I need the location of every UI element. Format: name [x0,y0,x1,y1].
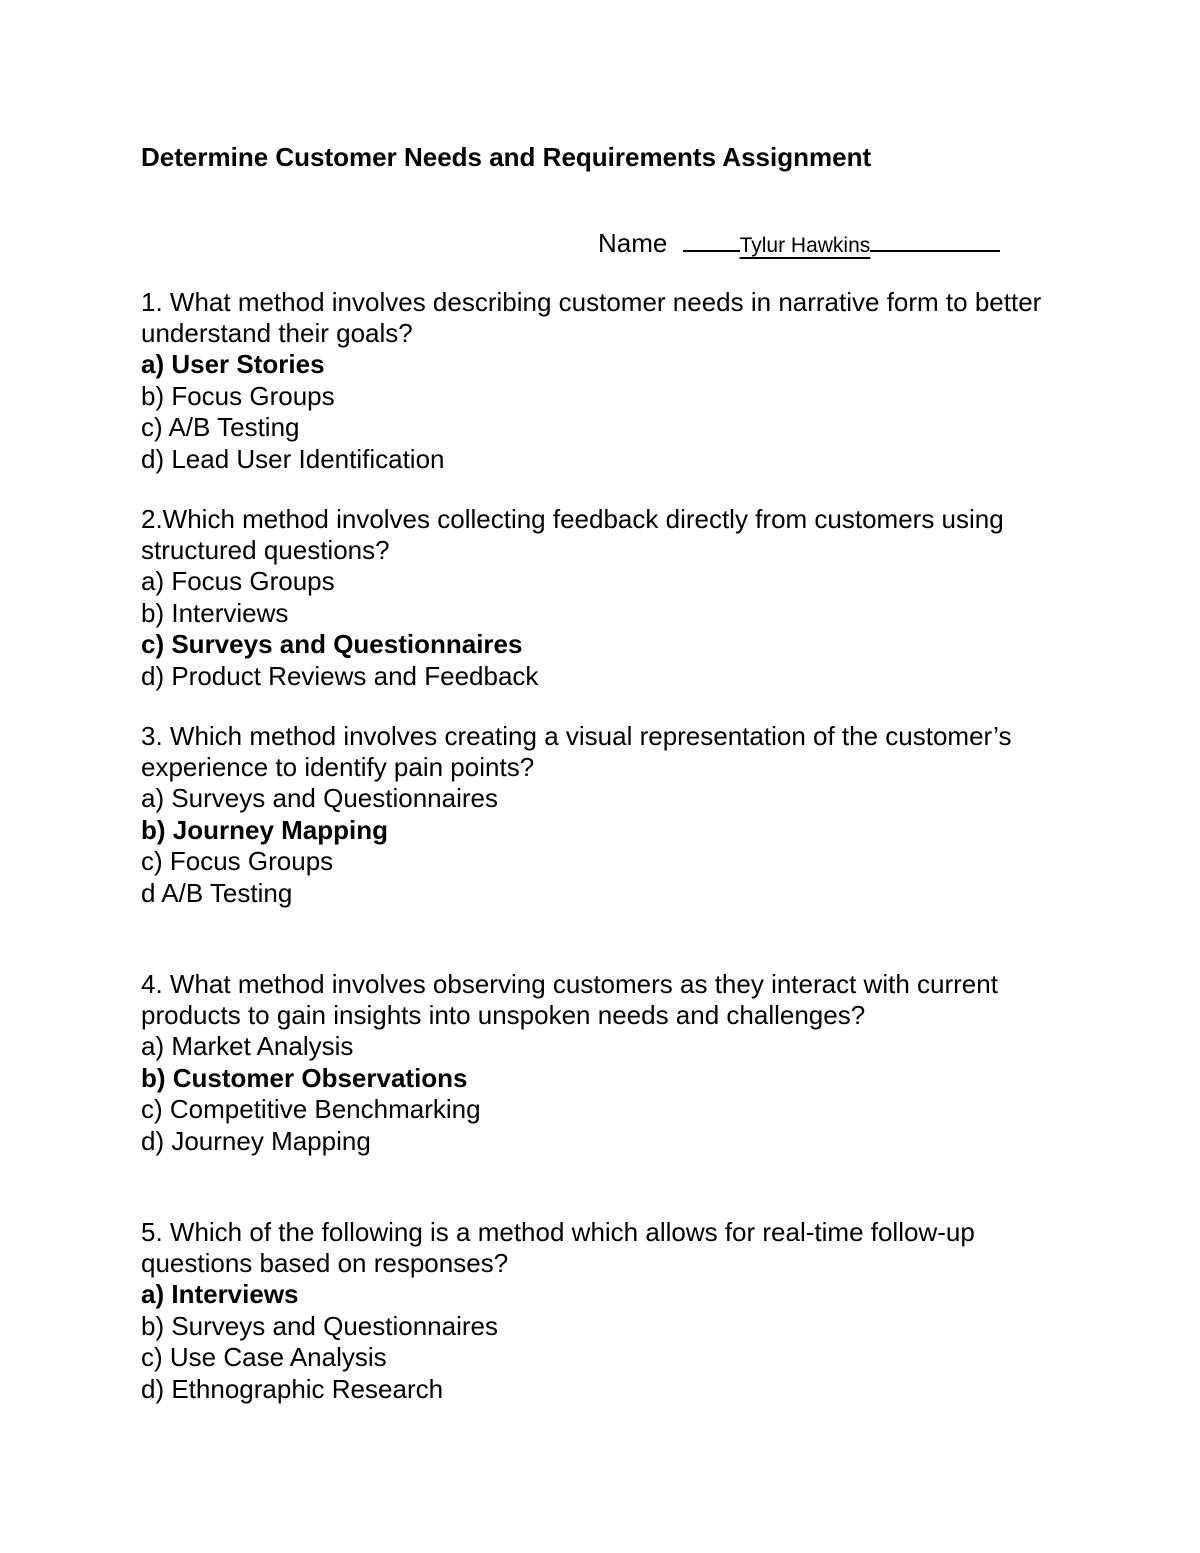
answer-option: c) A/B Testing [141,412,300,442]
name-blank-trailing [870,228,1000,252]
answer-option: a) Surveys and Questionnaires [141,783,498,813]
answer-option: b) Interviews [141,597,289,628]
name-label: Name [598,228,675,258]
question-text: 4. What method involves observing customers as they interact with current products to gain insights into unspoken needs and challenges? [141,969,998,1030]
answer-option: a) Interviews [141,1279,299,1309]
answer-option: d) Product Reviews and Feedback [141,660,539,691]
answer-option: d A/B Testing [141,877,293,908]
name-value: Tylur Hawkins [739,234,871,257]
answer-option: b) Focus Groups [141,380,335,411]
answer-option: c) Surveys and Questionnaires [141,629,523,659]
answer-option: c) Use Case Analysis [141,1342,387,1372]
name-blank-leading [683,228,740,252]
answer-option: d) Ethnographic Research [141,1373,444,1404]
answer-option: c) Competitive Benchmarking [141,1094,481,1124]
answer-option: d) Lead User Identification [141,443,445,474]
answer-option: a) User Stories [141,349,325,379]
answer-option: c) Focus Groups [141,846,334,876]
answer-option: a) Focus Groups [141,566,335,596]
question-text: 5. Which of the following is a method which allows for real-time follow-up questions based on responses? [141,1217,975,1278]
question-text: 3. Which method involves creating a visual representation of the customer’s experience to identify pain points? [141,721,1012,782]
document-title: Determine Customer Needs and Requirements Assignment [141,142,872,172]
answer-option: a) Market Analysis [141,1031,354,1061]
answer-option: b) Journey Mapping [141,814,388,845]
question-text: 2.Which method involves collecting feedback directly from customers using structured questions? [141,504,1004,565]
question-1 [141,287,1081,475]
question-4 [141,969,1081,1157]
name-line [598,227,1000,262]
question-text: 1. What method involves describing customer needs in narrative form to better understand their goals? [141,287,1042,348]
answer-option: b) Customer Observations [141,1062,468,1093]
question-3 [141,721,1081,909]
answer-option: b) Surveys and Questionnaires [141,1310,498,1341]
question-2 [141,504,1081,692]
answer-option: d) Journey Mapping [141,1125,371,1156]
question-5 [141,1217,1081,1405]
